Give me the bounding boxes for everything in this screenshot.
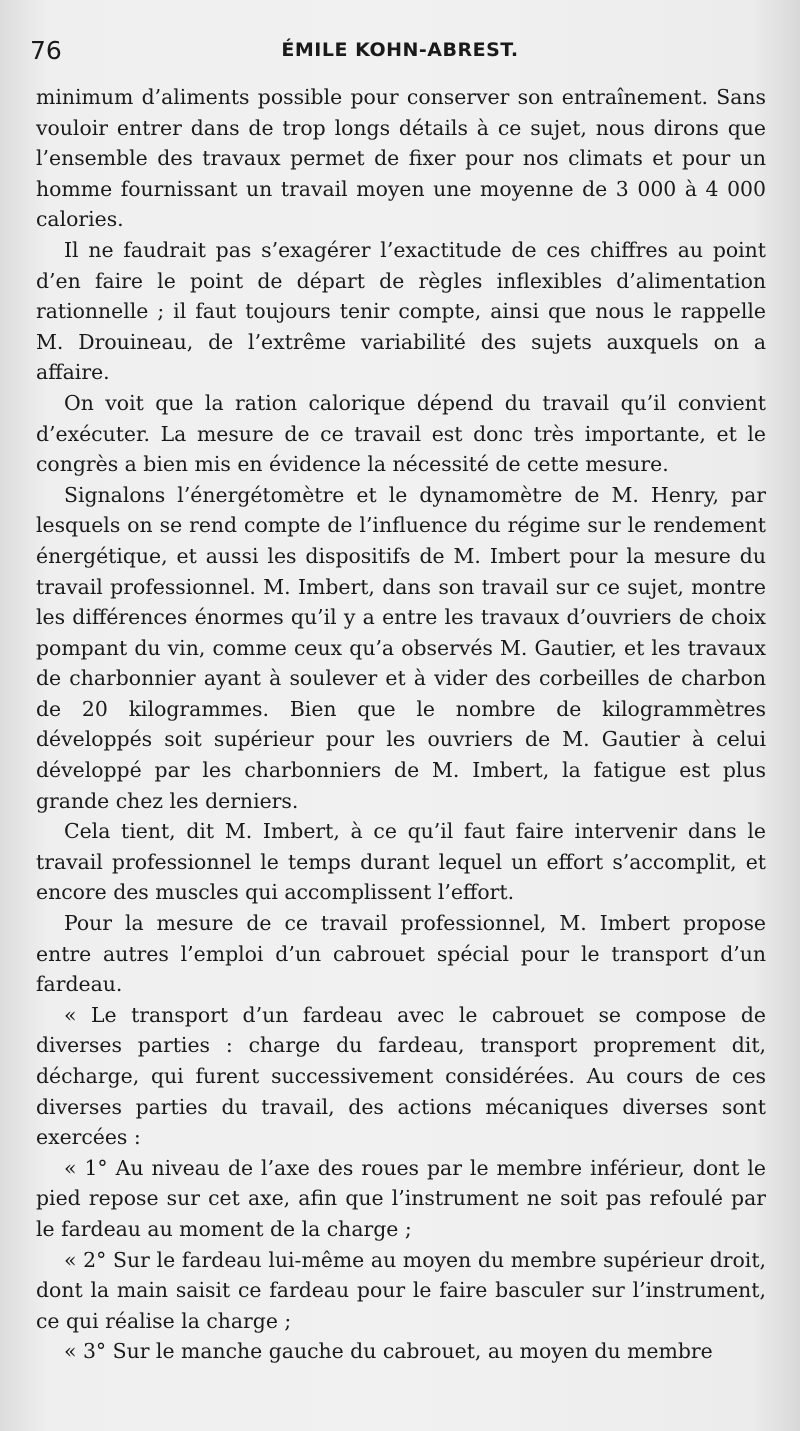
page-number: 76 [30, 36, 62, 65]
paragraph: Cela tient, dit M. Imbert, à ce qu’il faut faire intervenir dans le travail professionnel le temps durant lequel un effort s’accomplit, et encore des muscles qui accomplissent l’effort. [36, 819, 766, 905]
running-head: ÉMILE KOHN-ABREST. [281, 39, 519, 61]
paragraph: « 2° Sur le fardeau lui-même au moyen du membre supérieur droit, dont la main saisit ce fardeau pour le faire basculer sur l’instrument, ce qui réalise la charge ; [36, 1247, 766, 1333]
paragraph: « 3° Sur le manche gauche du cabrouet, au moyen du membre [64, 1339, 713, 1364]
body-text [36, 82, 766, 1367]
paragraph: minimum d’aliments possible pour conserver son entraînement. Sans vouloir entrer dans de trop longs détails à ce sujet, nous dirons que l’ensemble des travaux permet de fixer pour nos climats et pour un homme fournissant un travail moyen une moyenne de 3 000 à 4 000 calories. [36, 85, 766, 232]
paragraph: « 1° Au niveau de l’axe des roues par le membre inférieur, dont le pied repose sur cet axe, afin que l’instrument ne soit pas refoulé par le fardeau au moment de la charge ; [36, 1155, 766, 1241]
paragraph: « Le transport d’un fardeau avec le cabrouet se compose de diverses parties : charge du fardeau, transport proprement dit, décharge, qui furent successivement considérées. Au cours de ces diverses parties du travail, des actions mécaniques diverses sont exercées : [36, 1002, 766, 1150]
paragraph: On voit que la ration calorique dépend du travail qu’il convient d’exécuter. La mesure de ce travail est donc très importante, et le congrès a bien mis en évidence la nécessité de cette mesure. [36, 390, 766, 477]
paragraph: Il ne faudrait pas s’exagérer l’exactitude de ces chiffres au point d’en faire le point de départ de règles inflexibles d’alimentation rationnelle ; il faut toujours tenir compte, ainsi que nous le rappelle M. Drouineau, de l’extrême variabilité des sujets auxquels on a affaire. [36, 237, 766, 385]
paragraph: Pour la mesure de ce travail professionnel, M. Imbert propose entre autres l’emploi d’un cabrouet spécial pour le transport d’un fardeau. [36, 911, 766, 997]
paragraph: Signalons l’énergétomètre et le dynamomètre de M. Henry, par lesquels on se rend compte de l’influence du régime sur le rendement énergétique, et aussi les dispositifs de M. Imbert pour la mesure du travail professionnel. M. Imbert, dans son travail sur ce sujet, montre les différences énormes qu’il y a entre les travaux d’ouvriers de choix pompant du vin, comme ceux qu’a observés M. Gautier, et les travaux de charbonnier ayant à soulever et à vider des corbeilles de charbon de 20 kilogrammes. Bien que le nombre de kilogrammètres développés soit supérieur pour les ouvriers de M. Gautier à celui développé par les charbonniers de M. Imbert, la fatigue est plus grande chez les derniers. [36, 482, 766, 813]
page-header [30, 36, 770, 76]
